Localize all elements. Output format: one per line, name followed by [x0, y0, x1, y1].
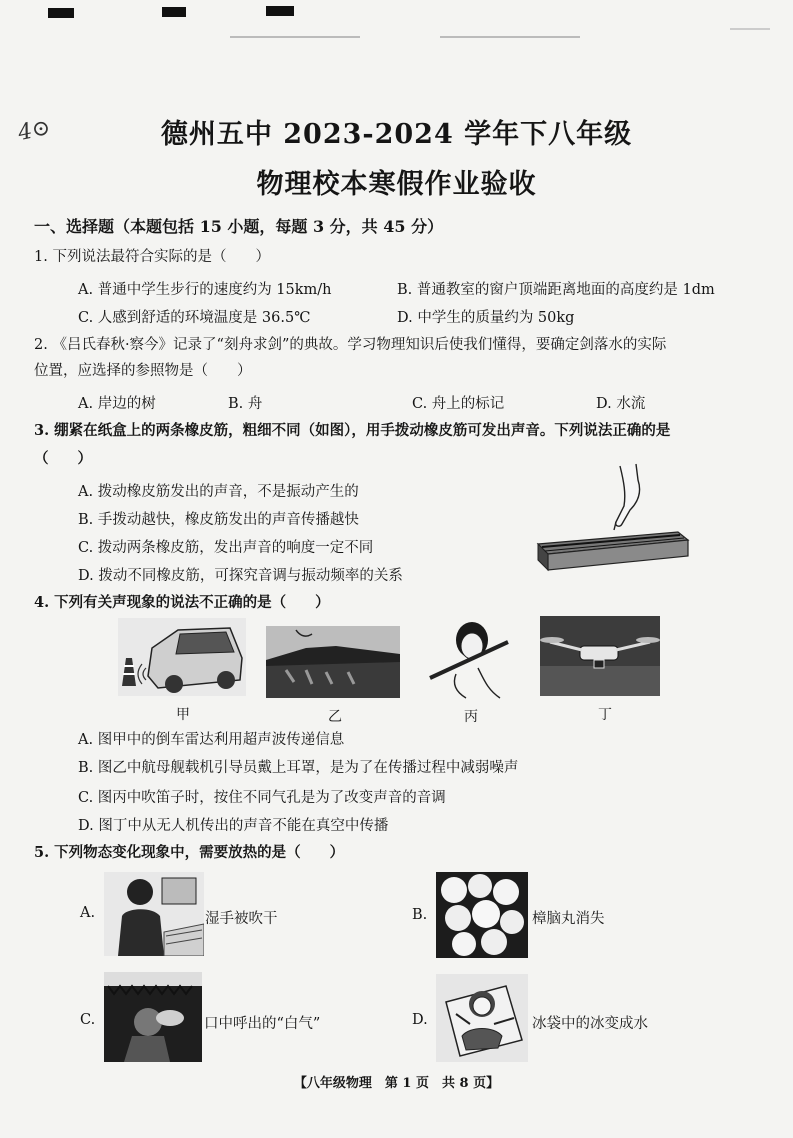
question-2-option-a: A. 岸边的树 — [78, 396, 156, 412]
question-1-option-c: C. 人感到舒适的环境温度是 36.5℃ — [78, 310, 311, 326]
redaction-block — [266, 6, 294, 16]
scan-line — [440, 36, 580, 38]
question-1-option-a: A. 普通中学生步行的速度约为 15km/h — [78, 282, 332, 298]
question-3-option-b: B. 手拨动越快，橡皮筋发出的声音传播越快 — [78, 512, 359, 528]
scan-line — [730, 28, 770, 30]
question-1-option-d: D. 中学生的质量约为 50kg — [397, 310, 575, 326]
question-5-option-b-letter: B. — [412, 907, 428, 923]
question-2-stem: 2. 《吕氏春秋·察今》记录了“刻舟求剑”的典故。学习物理知识后使我们懂得，要确定剑落水的实际 — [34, 337, 667, 353]
question-3-stem-cont: （ ） — [34, 450, 92, 467]
question-3-option-c: C. 拨动两条橡皮筋，发出声音的响度一定不同 — [78, 540, 374, 556]
redaction-block — [48, 8, 74, 18]
page-footer: 【八年级物理 第 1 页 共 8 页】 — [293, 1076, 500, 1091]
scan-header-artifacts — [0, 0, 793, 40]
figure-caption-bing: 丙 — [464, 709, 478, 725]
question-5-option-d-text: 冰袋中的冰变成水 — [532, 1016, 648, 1032]
question-3-option-d: D. 拨动不同橡皮筋，可探究音调与振动频率的关系 — [78, 568, 403, 584]
figure-caption-jia: 甲 — [176, 707, 190, 723]
question-4-option-b: B. 图乙中航母舰载机引导员戴上耳罩，是为了在传播过程中减弱噪声 — [78, 760, 519, 776]
figure-caption-yi: 乙 — [328, 709, 342, 725]
question-5-option-a-text: 湿手被吹干 — [205, 911, 278, 927]
question-4-stem: 4. 下列有关声现象的说法不正确的是（ ） — [34, 594, 330, 611]
question-5-stem: 5. 下列物态变化现象中，需要放热的是（ ） — [34, 844, 345, 861]
question-4-option-d: D. 图丁中从无人机传出的声音不能在真空中传播 — [78, 818, 389, 834]
question-2-option-d: D. 水流 — [596, 396, 646, 412]
car-radar-figure — [118, 618, 246, 696]
question-3-option-a: A. 拨动橡皮筋发出的声音，不是振动产生的 — [78, 484, 359, 500]
exam-subtitle: 物理校本寒假作业验收 — [256, 169, 537, 200]
question-5-option-b-text: 樟脑丸消失 — [532, 911, 605, 927]
section-heading: 一、选择题（本题包括 15 小题，每题 3 分，共 45 分） — [34, 217, 444, 236]
breath-fog-figure — [104, 972, 202, 1062]
figure-caption-ding: 丁 — [598, 707, 612, 723]
question-1-stem: 1. 下列说法最符合实际的是（ ） — [34, 249, 270, 265]
question-2-option-b: B. 舟 — [228, 396, 263, 412]
question-5-option-d-letter: D. — [412, 1012, 428, 1028]
scan-line — [230, 36, 360, 38]
question-4-option-a: A. 图甲中的倒车雷达利用超声波传递信息 — [78, 732, 345, 748]
question-2-stem-cont: 位置，应选择的参照物是（ ） — [34, 363, 252, 379]
ice-bag-figure — [436, 974, 528, 1062]
mothballs-figure — [436, 872, 528, 958]
redaction-block — [162, 7, 186, 17]
hand-dryer-figure — [104, 872, 204, 956]
rubber-band-box-figure — [528, 462, 698, 574]
handwritten-mark: 4⊙ — [15, 114, 53, 147]
question-4-option-c: C. 图丙中吹笛子时，按住不同气孔是为了改变声音的音调 — [78, 790, 446, 806]
question-2-option-c: C. 舟上的标记 — [412, 396, 505, 412]
flute-player-figure — [426, 614, 512, 700]
exam-title: 德州五中 2023-2024 学年下八年级 — [160, 119, 633, 150]
question-1-option-b: B. 普通教室的窗户顶端距离地面的高度约是 1dm — [397, 282, 715, 298]
drone-figure — [540, 616, 660, 696]
question-3-stem: 3. 绷紧在纸盒上的两条橡皮筋，粗细不同（如图），用手拨动橡皮筋可发出声音。下列说法正确的是 — [34, 422, 671, 439]
carrier-figure — [266, 626, 400, 698]
question-5-option-a-letter: A. — [80, 905, 96, 921]
question-5-option-c-letter: C. — [80, 1012, 96, 1028]
question-5-option-c-text: 口中呼出的“白气” — [204, 1016, 321, 1032]
